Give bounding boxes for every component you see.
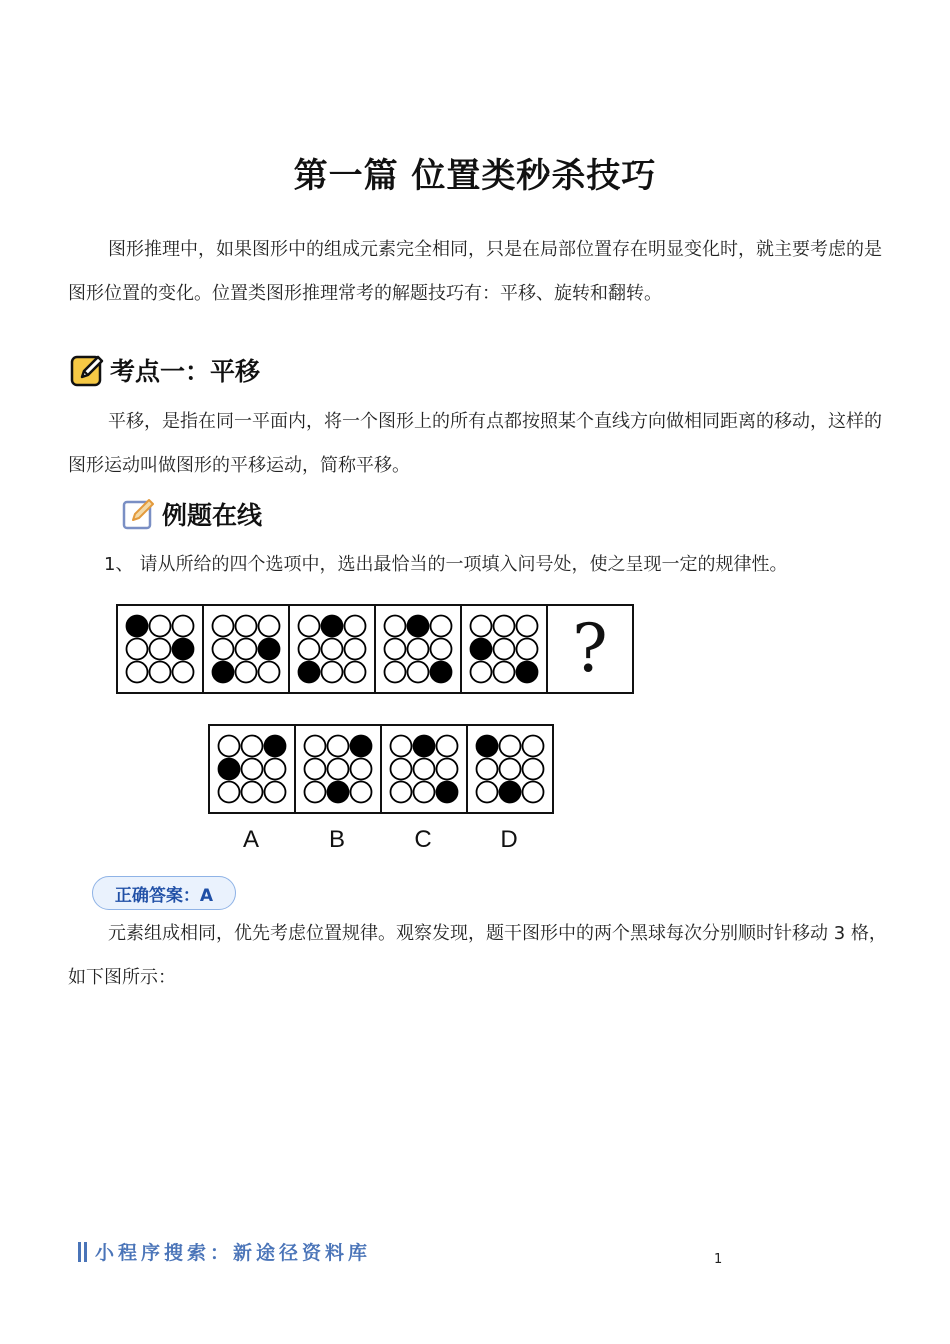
answer-options (208, 724, 554, 814)
white-ball (322, 662, 343, 683)
footer-bar-mark (84, 1242, 87, 1262)
option-label-a: A (242, 826, 259, 853)
section-heading-translation (70, 352, 260, 388)
page-number: 1 (714, 1252, 723, 1267)
intro-paragraph: 图形推理中，如果图形中的组成元素完全相同，只是在局部位置存在明显变化时，就主要考虑的是图形位置的变化。位置类图形推理常考的解题技巧有：平移、旋转和翻转。 (68, 239, 882, 304)
sequence-figure (374, 604, 462, 694)
black-ball (477, 736, 498, 757)
circle-grid (303, 734, 373, 804)
question-mark-cell (546, 604, 634, 694)
white-ball (523, 782, 544, 803)
circle-grid (211, 614, 281, 684)
black-ball (299, 662, 320, 683)
white-ball (345, 616, 366, 637)
white-ball (322, 639, 343, 660)
white-ball (500, 736, 521, 757)
black-ball (517, 662, 538, 683)
circle-grid (475, 734, 545, 804)
white-ball (471, 662, 492, 683)
footer-banner (78, 1238, 371, 1265)
white-ball (494, 616, 515, 637)
white-ball (385, 662, 406, 683)
footer-bar-mark (78, 1242, 81, 1262)
option-figure-d[interactable] (466, 724, 554, 814)
black-ball (219, 759, 240, 780)
page-title: 第一篇 位置类秒杀技巧 (293, 156, 657, 196)
black-ball (173, 639, 194, 660)
question-text: 请从所给的四个选项中，选出最恰当的一项填入问号处，使之呈现一定的规律性。 (139, 554, 788, 575)
white-ball (500, 759, 521, 780)
sequence-figure (202, 604, 290, 694)
white-ball (391, 759, 412, 780)
circle-grid (469, 614, 539, 684)
option-figure-c[interactable] (380, 724, 468, 814)
white-ball (517, 616, 538, 637)
white-ball (236, 616, 257, 637)
edit-note-icon (122, 497, 158, 531)
correct-answer-badge: 正确答案：A (92, 876, 236, 910)
white-ball (431, 639, 452, 660)
white-ball (351, 782, 372, 803)
white-ball (305, 782, 326, 803)
white-ball (213, 639, 234, 660)
black-ball (500, 782, 521, 803)
white-ball (437, 736, 458, 757)
white-ball (219, 736, 240, 757)
option-label-b: B (328, 826, 345, 853)
example-heading (122, 496, 262, 532)
pencil-note-icon (70, 353, 106, 387)
black-ball (471, 639, 492, 660)
white-ball (150, 662, 171, 683)
white-ball (494, 662, 515, 683)
white-ball (471, 616, 492, 637)
translation-definition: 平移，是指在同一平面内，将一个图形上的所有点都按照某个直线方向做相同距离的移动，这样的图形运动叫做图形的平移运动，简称平移。 (68, 411, 882, 476)
white-ball (385, 616, 406, 637)
black-ball (259, 639, 280, 660)
option-figure-b[interactable] (294, 724, 382, 814)
sequence-figure (116, 604, 204, 694)
white-ball (127, 639, 148, 660)
white-ball (299, 639, 320, 660)
example-heading-text: 例题在线 (162, 501, 263, 530)
white-ball (305, 736, 326, 757)
white-ball (523, 759, 544, 780)
sequence-figure (288, 604, 376, 694)
circle-grid (389, 734, 459, 804)
white-ball (437, 759, 458, 780)
question-mark: ? (572, 610, 608, 687)
black-ball (408, 616, 429, 637)
circle-grid (217, 734, 287, 804)
question-number: 1、 (104, 554, 134, 575)
white-ball (150, 616, 171, 637)
question-figure-sequence (116, 604, 634, 694)
black-ball (328, 782, 349, 803)
white-ball (391, 782, 412, 803)
black-ball (414, 736, 435, 757)
option-label-c: C (414, 826, 432, 853)
white-ball (242, 759, 263, 780)
white-ball (328, 736, 349, 757)
white-ball (345, 639, 366, 660)
white-ball (494, 639, 515, 660)
white-ball (351, 759, 372, 780)
white-ball (431, 616, 452, 637)
circle-grid (125, 614, 195, 684)
option-figure-a[interactable] (208, 724, 296, 814)
circle-grid (297, 614, 367, 684)
white-ball (236, 639, 257, 660)
black-ball (351, 736, 372, 757)
white-ball (477, 759, 498, 780)
black-ball (127, 616, 148, 637)
black-ball (265, 736, 286, 757)
white-ball (408, 662, 429, 683)
black-ball (213, 662, 234, 683)
question-line (104, 550, 787, 576)
white-ball (150, 639, 171, 660)
footer-text: 小程序搜索：新途径资料库 (95, 1242, 372, 1264)
white-ball (408, 639, 429, 660)
white-ball (328, 759, 349, 780)
white-ball (236, 662, 257, 683)
white-ball (242, 736, 263, 757)
white-ball (173, 616, 194, 637)
section-heading-text: 考点一：平移 (110, 357, 261, 386)
black-ball (437, 782, 458, 803)
white-ball (345, 662, 366, 683)
white-ball (219, 782, 240, 803)
white-ball (385, 639, 406, 660)
white-ball (517, 639, 538, 660)
white-ball (173, 662, 194, 683)
option-labels (208, 826, 552, 854)
option-label-d: D (500, 826, 518, 853)
white-ball (414, 782, 435, 803)
white-ball (477, 782, 498, 803)
white-ball (414, 759, 435, 780)
white-ball (523, 736, 544, 757)
white-ball (265, 759, 286, 780)
white-ball (299, 616, 320, 637)
black-ball (431, 662, 452, 683)
white-ball (259, 616, 280, 637)
white-ball (259, 662, 280, 683)
sequence-figure (460, 604, 548, 694)
explanation-paragraph: 元素组成相同，优先考虑位置规律。观察发现，题干图形中的两个黑球每次分别顺时针移动 3 格，如下图所示： (68, 923, 887, 988)
white-ball (391, 736, 412, 757)
black-ball (322, 616, 343, 637)
white-ball (242, 782, 263, 803)
circle-grid (383, 614, 453, 684)
white-ball (213, 616, 234, 637)
white-ball (127, 662, 148, 683)
white-ball (305, 759, 326, 780)
white-ball (265, 782, 286, 803)
